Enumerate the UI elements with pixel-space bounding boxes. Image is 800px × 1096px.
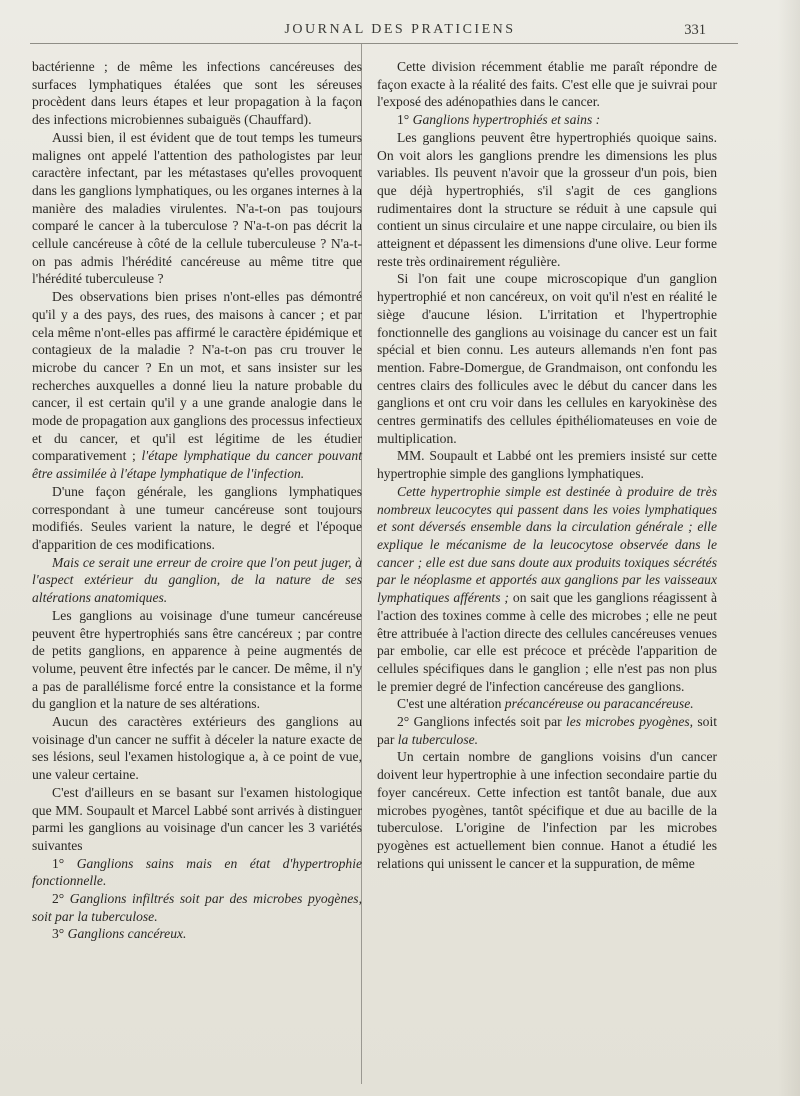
list-item: [32, 890, 362, 925]
paragraph: Aussi bien, il est évident que de tout temps les tumeurs malignes ont appelé l'attention des pathologistes par leur caractère infectant, par les métastases qu'elles provoquent dans les ganglions lymphatiques, ou les organes internes à la manière des maladies virulentes. N'a-t-on pas toujours comparé le cancer à la tuberculose ? N'a-t-on pas décrit la cellule cancéreuse à côté de la cellule tuberculeuse ? N'a-t-on pas admis l'hérédité cancéreuse au même titre que l'hérédité tuberculeuse ?: [32, 129, 362, 287]
paragraph-text: C'est une altération: [397, 696, 502, 712]
paragraph-text: Des observations bien prises n'ont-elles pas démontré qu'il y a des pays, des rues, des maisons à cancer ; et par cela même n'ont-elles pas affirmé le caractère épidémique et contagieux de la maladie ? N'a-t-on pas cru trouver le microbe du cancer ? En un mot, et sans insister sur les recherches auxquelles a donné lieu la nature probable du cancer, il est certain qu'il y a une grande analogie dans le mode de propagation aux ganglions des processus infectieux et du cancer, et qu'il est légitime de les étudier comparativement ;: [32, 289, 362, 464]
paragraph: Un certain nombre de ganglions voisins d'un cancer doivent leur hypertrophie à une infection secondaire partie du foyer cancéreux. Cette infection est tantôt banale, due aux microbes pyogènes, tantôt spécifique et due au bacille de la tuberculose. L'origine de l'infection par les microbes pyogènes est actuellement bien connue. Hanot a étudié les relations qui unissent le cancer et la suppuration, de même: [377, 749, 717, 871]
paragraph: Les ganglions peuvent être hypertrophiés quoique sains. On voit alors les ganglions prendre les dimensions les plus variables. Ils peuvent n'avoir que la grosseur d'un pois, bien que déjà hypertrophiés, s'il s'agit de ces ganglions rudimentaires dont la structure se réduit à une capsule qui contient un sinus circulaire et une nappe circulaire, ou bien ils atteignent et dépassent les dimensions d'une olive. Leur forme reste très ordinairement régulière.: [377, 129, 717, 269]
list-text: Ganglions sains mais en état d'hypertrophie fonctionnelle.: [32, 855, 362, 889]
list-item: [32, 925, 362, 943]
list-text: Ganglions infiltrés soit par des microbes pyogènes, soit par la tuberculose.: [32, 891, 362, 924]
emphasis: Mais ce serait une erreur de croire que l'on peut juger, à l'aspect extérieur du ganglion, de la nature de ses altérations anatomiques.: [32, 554, 362, 606]
emphasis: l'étape lymphatique du cancer pouvant être assimilée à l'étape lymphatique de l'infection.: [32, 448, 362, 482]
paragraph: bactérienne ; de même les infections cancéreuses des surfaces lymphatiques étalées que sont les séreuses procèdent dans leurs étapes et leur propagation à la façon des infections microbiennes subaiguës (Chauffard).: [32, 59, 362, 128]
running-header: [0, 16, 800, 44]
paragraph-text: on sait que les ganglions réagissent à l'action des toxines comme à celle des microbes ; elle ne peut être attribuée à l'action directe des cellules cancéreuses venues par embolie, car elle est précoce et précède l'apparition de cellules spécifiques dans le ganglion ; elle n'est pas non plus le premier degré de l'infection cancéreuse des ganglions.: [377, 590, 718, 694]
list-number: 1°: [52, 855, 65, 871]
paragraph: Si l'on fait une coupe microscopique d'un ganglion hypertrophié et non cancéreux, on voit qu'il n'est en réalité le siège d'aucune lésion. L'irritation et l'hypertrophie fonctionnelle des ganglions au voisinage du cancer est un fait spécial et bien connu. Les auteurs allemands n'en font pas mention. Fabre-Domergue, de Grandmaison, ont confondu les centres clairs des follicules avec le début du cancer dans les ganglions et ont cru voir dans les cellules en karyokinèse des centres germinatifs des cellules épithéliomateuses en voie de multiplication.: [377, 271, 717, 446]
list-text: Ganglions cancéreux.: [67, 926, 187, 942]
paragraph: C'est d'ailleurs en se basant sur l'examen histologique que MM. Soupault et Marcel Labbé sont arrivés à distinguer parmi les ganglions au voisinage d'un cancer les 3 variétés suivantes: [32, 784, 362, 853]
heading-number: 2°: [397, 714, 410, 730]
right-column: [377, 58, 717, 872]
list-item: [32, 855, 362, 890]
heading-text: Ganglions hypertrophiés et sains :: [412, 112, 601, 128]
paragraph: Cette division récemment établie me paraît répondre de façon exacte à la réalité des faits. C'est elle que je suivrai pour l'exposé des adénopathies dans le cancer.: [377, 59, 717, 110]
section-heading: [377, 713, 717, 748]
paragraph: MM. Soupault et Labbé ont les premiers insisté sur cette hypertrophie simple des ganglions lymphatiques.: [377, 448, 717, 482]
list-number: 3°: [52, 926, 65, 942]
section-heading: [377, 111, 717, 129]
paragraph: Aucun des caractères extérieurs des ganglions au voisinage d'un cancer ne suffit à déceler la nature exacte de ses lésions, seul l'examen histologique a, à ce point de vue, une valeur certaine.: [32, 714, 362, 783]
paragraph: [377, 483, 717, 695]
heading-text: Ganglions infectés soit par: [413, 714, 562, 730]
paragraph: Les ganglions au voisinage d'une tumeur cancéreuse peuvent être hypertrophiés sans être cancéreux ; par contre de petits ganglions, en apparence à peine augmentés de volume, peuvent être infectés par le cancer. De même, il n'y a pas de parallélisme forcé entre la consistance et la forme du ganglion et la nature de ses altérations.: [32, 607, 362, 712]
paragraph: [377, 695, 717, 713]
page-number: 331: [684, 22, 706, 38]
paragraph: D'une façon générale, les ganglions lymphatiques correspondant à une tumeur cancéreuse sont toujours modifiés. Seules varient la nature, le degré et l'époque d'apparition de ces modifications.: [32, 483, 362, 552]
left-column: [32, 58, 362, 943]
emphasis: la tuberculose.: [397, 731, 479, 747]
emphasis: Cette hypertrophie simple est destinée à produire de très nombreux leucocytes qui passent dans les voies lymphatiques et sont déversés ensemble dans la circulation générale ; elle explique le mécanisme de la leucocytose observée dans le cancer ; elle est due sans doute aux produits toxiques sécrétés par le néoplasme et apportés aux ganglions par les vaisseaux lymphatiques afférents ;: [377, 483, 717, 606]
emphasis: les microbes pyogènes,: [566, 714, 694, 730]
heading-text: soit par: [377, 714, 718, 747]
heading-number: 1°: [397, 112, 410, 128]
journal-title: JOURNAL DES PRATICIENS: [284, 22, 516, 37]
paragraph: [32, 554, 362, 607]
emphasis: précancéreuse ou paracancéreuse.: [504, 696, 694, 712]
scan-shadow: [778, 0, 800, 1096]
header-rule: [30, 43, 738, 44]
paragraph: [32, 288, 362, 483]
list-number: 2°: [52, 891, 65, 907]
